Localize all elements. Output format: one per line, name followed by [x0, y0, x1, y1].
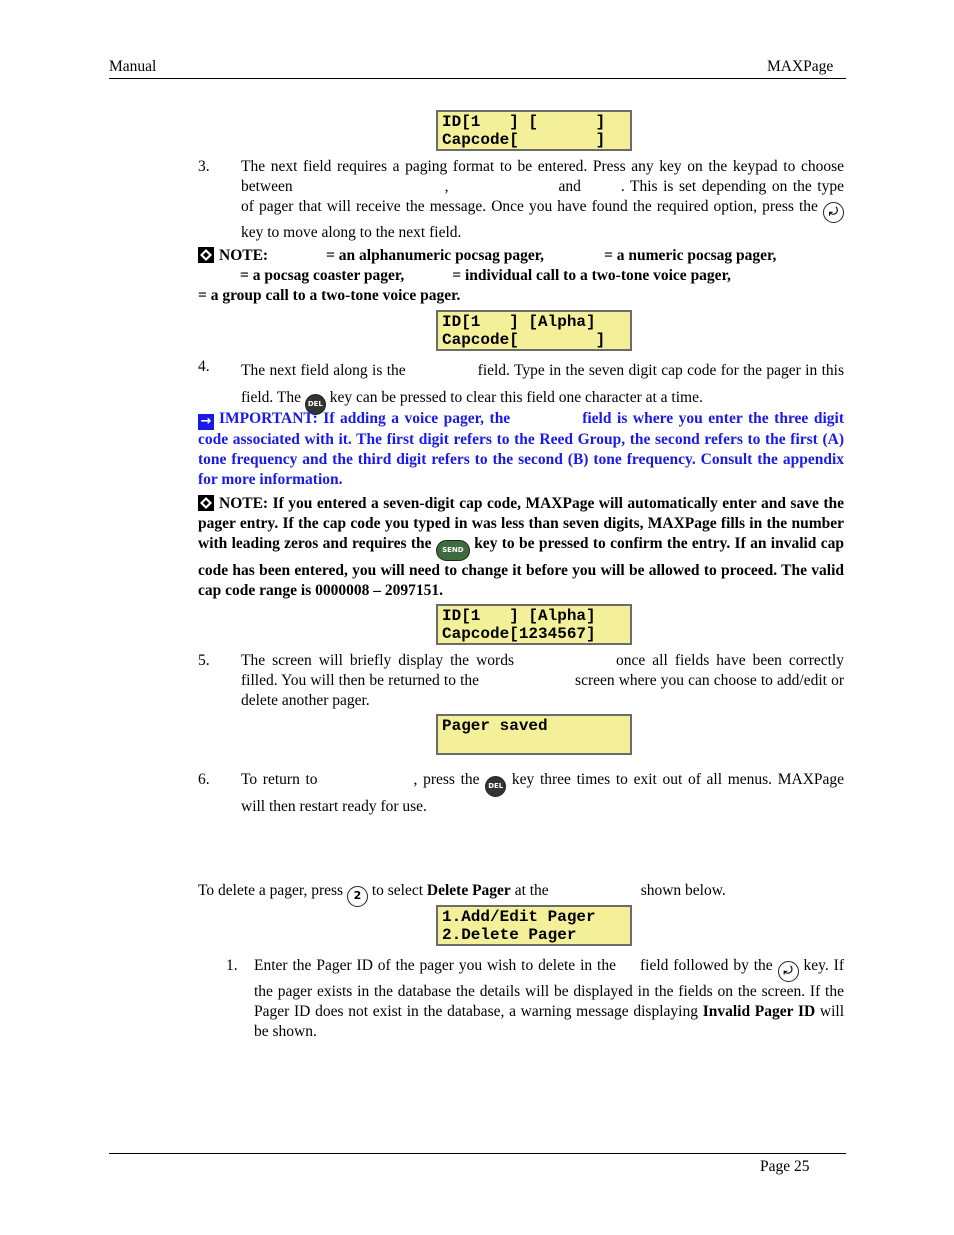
header-right: MAXPage — [767, 58, 834, 75]
important-label: IMPORTANT: If adding a voice pager, the — [219, 410, 511, 427]
intro-text: To delete a pager, press — [198, 882, 344, 899]
note-text: key to be pressed to confirm the entry. If an invalid cap code has been entered, you will need to change it before you will be allowed to proceed. The valid cap code range is 0000008 – 2097151. — [198, 535, 845, 599]
note-block — [198, 494, 844, 601]
lcd-line: Capcode[1234567] — [442, 625, 596, 643]
important-block — [198, 409, 844, 490]
footer-rule — [109, 1153, 846, 1154]
step-text: key can be pressed to clear this field one character at a time. — [329, 389, 703, 406]
step-text: and — [558, 178, 581, 195]
step-text: key three times to exit out of all menus. MAXPage will then restart ready for use. — [241, 771, 845, 815]
step-paragraph — [254, 956, 844, 1042]
important-text: field is where you enter the three digit code associated with it. The first digit refers to the Reed Group, the second refers to the first (A) tone frequency and the third digit refers to the second (B) tone frequency. Consult the appendix for more information. — [198, 410, 845, 488]
step-text: To return to — [241, 771, 318, 788]
note-text: = a group call to a two-tone voice pager. — [198, 287, 461, 304]
step-text: . This is set depending on the type of pager that will receive the message. Once you have found the required option, press the — [241, 178, 844, 215]
intro-bold: Delete Pager — [426, 882, 511, 899]
enter-key-icon: ⤾ — [778, 961, 799, 982]
lcd-display — [436, 310, 632, 351]
step-number: 6. — [198, 771, 210, 788]
lcd-display — [436, 604, 632, 645]
arrow-icon: → — [198, 414, 214, 430]
step-text: will be shown. — [254, 1003, 845, 1040]
step-text: key to move along to the next field. — [241, 224, 462, 241]
step-text: field followed by the — [639, 957, 773, 974]
note-label: NOTE: — [219, 247, 269, 264]
lcd-line: Capcode[ ] — [442, 131, 606, 149]
intro-text: to select — [371, 882, 424, 899]
step-text: The next field requires a paging format to be entered. Press any key on the keypad to choose between — [241, 158, 844, 195]
step-text: The screen will briefly display the words — [241, 652, 514, 669]
step-text: field. Type in the seven digit cap code for the pager in this field. The — [241, 362, 844, 406]
lcd-display — [436, 905, 632, 946]
send-key-icon: SEND — [436, 540, 470, 561]
step-text: once all fields have been correctly filled. You will then be returned to the — [241, 652, 844, 689]
step-paragraph — [241, 770, 844, 817]
lcd-line: ID[1 ] [Alpha] — [442, 313, 596, 331]
step-text: key. If the pager exists in the database the details will be displayed in the fields on the screen. If the Pager ID does not exist in the database, a warning message displaying — [254, 957, 845, 1020]
note-icon — [198, 247, 214, 263]
note-text: = individual call to a two-tone voice pager, — [452, 267, 731, 284]
lcd-line: 1.Add/Edit Pager — [442, 908, 596, 926]
step-text: The next field along is the — [241, 362, 406, 379]
note-text: = a pocsag coaster pager, — [240, 267, 405, 284]
lcd-line: 2.Delete Pager — [442, 926, 577, 944]
note-text: = a numeric pocsag pager, — [604, 247, 777, 264]
intro-text: shown below. — [640, 882, 726, 899]
del-key-icon: DEL — [485, 776, 506, 797]
header-left: Manual — [109, 58, 157, 75]
step-number: 3. — [198, 158, 210, 175]
step-number: 4. — [198, 358, 210, 375]
step-paragraph — [241, 357, 844, 415]
step-bold: Invalid Pager ID — [702, 1003, 816, 1020]
lcd-line: ID[1 ] [Alpha] — [442, 607, 596, 625]
step-paragraph — [241, 157, 844, 243]
lcd-display — [436, 714, 632, 755]
lcd-display — [436, 110, 632, 151]
step-number: 1. — [226, 957, 238, 974]
lcd-line: Pager saved — [442, 717, 548, 735]
step-text: Enter the Pager ID of the pager you wish to delete in the — [254, 957, 616, 974]
two-key-icon: 2 — [347, 886, 368, 907]
step-text: , press the — [413, 771, 480, 788]
step-number: 5. — [198, 652, 210, 669]
header-rule — [109, 78, 846, 79]
note-text: NOTE: If you entered a seven-digit cap code, MAXPage will automatically enter and save the pager entry. If the cap code you typed in was less than seven digits, MAXPage fills in the number with leading zeros and requires the — [198, 495, 844, 552]
lcd-line: Capcode[ ] — [442, 331, 606, 349]
del-key-icon: DEL — [305, 394, 326, 415]
note-icon — [198, 495, 214, 511]
lcd-line: ID[1 ] [ ] — [442, 113, 606, 131]
page-number: Page 25 — [760, 1158, 810, 1175]
enter-key-icon: ⤾ — [823, 202, 844, 223]
step-text: screen where you can choose to add/edit or delete another pager. — [241, 672, 844, 709]
note-text: = an alphanumeric pocsag pager, — [326, 247, 545, 264]
step-paragraph — [241, 651, 844, 711]
step-text: , — [444, 178, 449, 195]
intro-text: at the — [514, 882, 549, 899]
note-block — [198, 246, 844, 306]
delete-intro — [198, 881, 726, 907]
